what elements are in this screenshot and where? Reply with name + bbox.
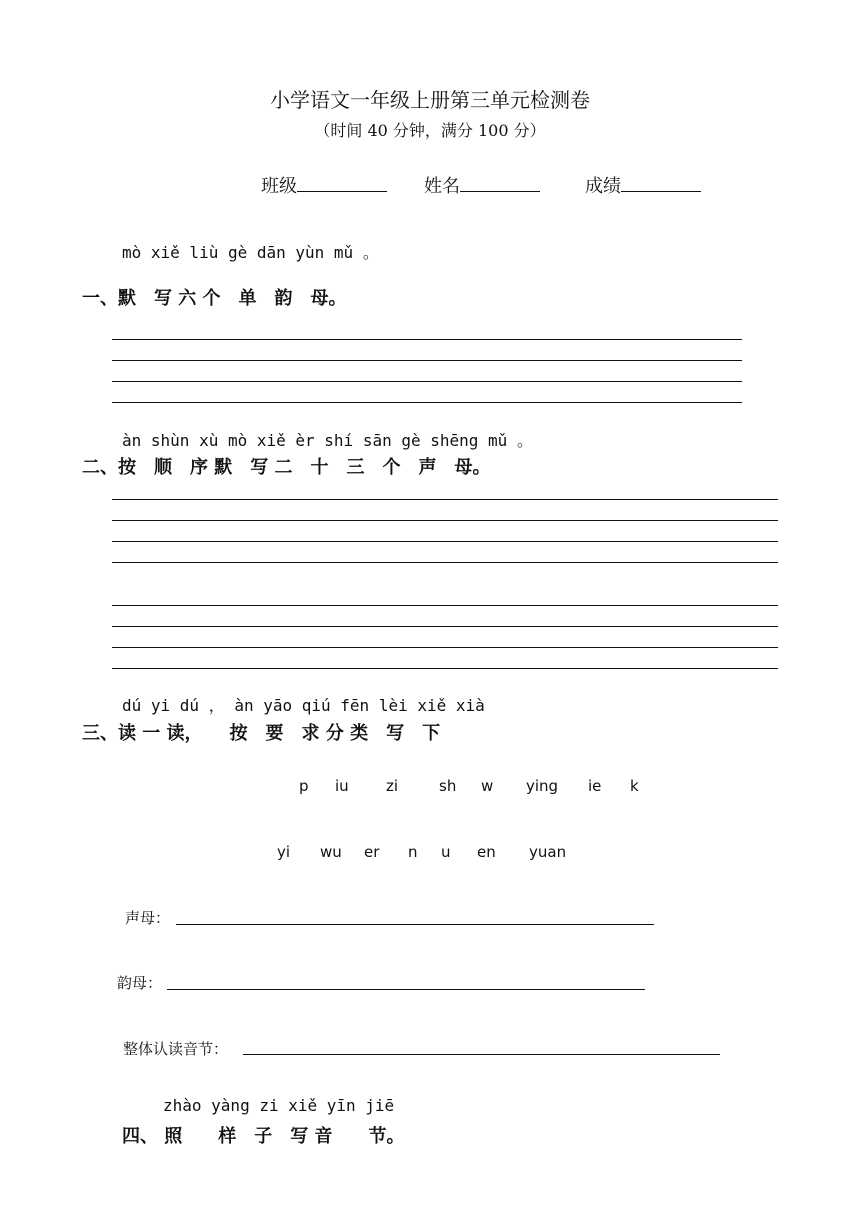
writing-line[interactable]	[112, 381, 742, 382]
name-label: 姓名	[424, 176, 460, 197]
writing-line[interactable]	[112, 339, 742, 340]
page-title: 小学语文一年级上册第三单元检测卷	[270, 88, 590, 112]
writing-line[interactable]	[112, 541, 778, 542]
initials-label: 声母：	[125, 909, 171, 927]
syllable-ying: ying	[526, 777, 559, 795]
class-blank[interactable]	[297, 173, 387, 192]
syllable-ie: ie	[588, 777, 602, 795]
syllable-yuan: yuan	[529, 843, 567, 861]
section3-heading: 三、读 一 读， 按 要 求 分 类 写 下	[82, 723, 441, 744]
writing-line[interactable]	[112, 402, 742, 403]
writing-line[interactable]	[112, 668, 778, 669]
writing-line[interactable]	[112, 626, 778, 627]
syllable-iu: iu	[335, 777, 349, 795]
syllable-yi: yi	[277, 843, 291, 861]
syllables-answer-line[interactable]	[243, 1054, 720, 1055]
class-label: 班级	[261, 176, 297, 197]
syllables-label: 整体认读音节：	[123, 1040, 229, 1058]
initials-answer-line[interactable]	[176, 924, 654, 925]
writing-line[interactable]	[112, 562, 778, 563]
section4-heading: 四、 照 样 子 写 音 节。	[122, 1126, 405, 1147]
writing-line[interactable]	[112, 499, 778, 500]
writing-line[interactable]	[112, 605, 778, 606]
section2-pinyin: àn shùn xù mò xiě èr shí sān gè shēng mǔ 。	[122, 431, 533, 450]
syllable-u: u	[441, 843, 451, 861]
exam-info: （时间 40 分钟，满分 100 分）	[314, 121, 546, 140]
section1-heading: 一、默 写 六 个 单 韵 母。	[82, 288, 347, 309]
section2-heading: 二、按 顺 序 默 写 二 十 三 个 声 母。	[82, 457, 491, 478]
syllable-er: er	[364, 843, 380, 861]
section3-pinyin: dú yi dú ， àn yāo qiú fēn lèi xiě xià	[122, 696, 485, 715]
syllable-k: k	[630, 777, 639, 795]
syllable-wu: wu	[320, 843, 342, 861]
syllable-n: n	[408, 843, 418, 861]
syllable-p: p	[299, 777, 309, 795]
syllable-zi: zi	[386, 777, 399, 795]
score-field	[585, 172, 701, 198]
finals-answer-line[interactable]	[167, 989, 645, 990]
section4-pinyin: zhào yàng zi xiě yīn jiē	[163, 1096, 395, 1115]
writing-line[interactable]	[112, 520, 778, 521]
score-blank[interactable]	[621, 173, 701, 192]
score-label: 成绩	[585, 176, 621, 197]
syllable-sh: sh	[439, 777, 457, 795]
section1-pinyin: mò xiě liù gè dān yùn mǔ 。	[122, 243, 379, 262]
finals-label: 韵母：	[117, 974, 163, 992]
name-field	[424, 172, 540, 198]
syllable-w: w	[481, 777, 494, 795]
name-blank[interactable]	[460, 173, 540, 192]
syllable-en: en	[477, 843, 496, 861]
class-field	[261, 172, 387, 198]
writing-line[interactable]	[112, 360, 742, 361]
writing-line[interactable]	[112, 647, 778, 648]
